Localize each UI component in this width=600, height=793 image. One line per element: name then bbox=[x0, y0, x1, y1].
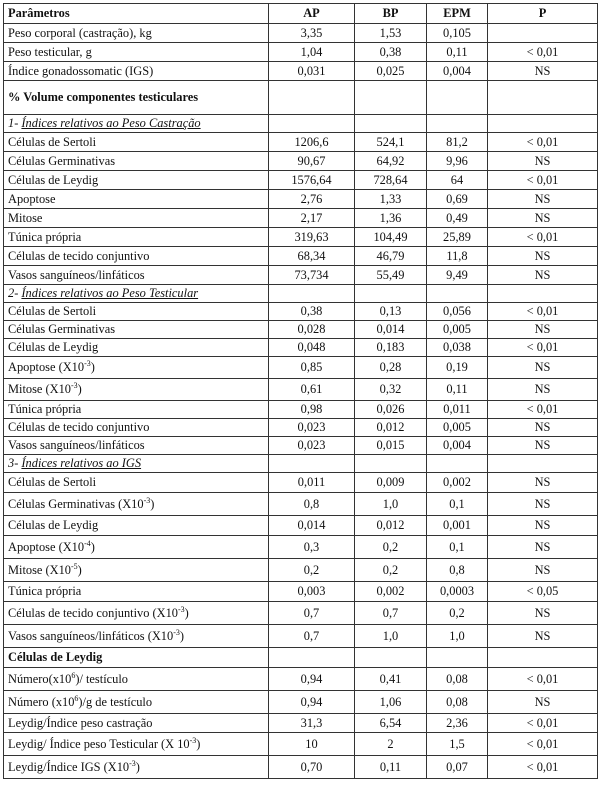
cell-bp: 0,7 bbox=[355, 602, 427, 625]
cell-bp: 46,79 bbox=[355, 247, 427, 266]
cell-bp: 0,026 bbox=[355, 401, 427, 419]
cell-ap: 0,2 bbox=[269, 559, 355, 582]
cell-ap: 2,76 bbox=[269, 190, 355, 209]
table-row bbox=[4, 714, 598, 733]
cell-p: NS bbox=[488, 190, 598, 209]
cell-bp: 1,0 bbox=[355, 625, 427, 648]
table-row bbox=[4, 339, 598, 357]
table-row bbox=[4, 62, 598, 81]
volume-title: % Volume componentes testiculares bbox=[4, 81, 269, 115]
row-label: Células de tecido conjuntivo bbox=[4, 419, 269, 437]
cell-bp: 0,41 bbox=[355, 668, 427, 691]
section-2-title-row bbox=[4, 285, 598, 303]
row-label: Células de Sertoli bbox=[4, 473, 269, 493]
section-3-body bbox=[4, 473, 598, 648]
section-2-title: 2- Índices relativos ao Peso Testicular bbox=[4, 285, 269, 303]
row-label: Vasos sanguíneos/linfáticos bbox=[4, 437, 269, 455]
header-param: Parâmetros bbox=[4, 4, 269, 24]
cell-p: NS bbox=[488, 321, 598, 339]
row-label: Células de Sertoli bbox=[4, 303, 269, 321]
cell-epm: 0,11 bbox=[427, 43, 488, 62]
cell-p: < 0,01 bbox=[488, 401, 598, 419]
cell-bp: 0,28 bbox=[355, 357, 427, 379]
cell-epm: 1,5 bbox=[427, 733, 488, 756]
cell-bp: 0,183 bbox=[355, 339, 427, 357]
cell-bp: 0,32 bbox=[355, 379, 427, 401]
cell-ap: 0,8 bbox=[269, 493, 355, 516]
cell-ap: 0,94 bbox=[269, 691, 355, 714]
cell-p: < 0,01 bbox=[488, 228, 598, 247]
cell-epm: 0,08 bbox=[427, 668, 488, 691]
cell-p: NS bbox=[488, 536, 598, 559]
cell-epm: 0,001 bbox=[427, 516, 488, 536]
cell-p: < 0,01 bbox=[488, 714, 598, 733]
table-row bbox=[4, 209, 598, 228]
row-label: Células de tecido conjuntivo bbox=[4, 247, 269, 266]
row-label: Túnica própria bbox=[4, 582, 269, 602]
row-label: Células de Sertoli bbox=[4, 133, 269, 152]
cell-epm: 2,36 bbox=[427, 714, 488, 733]
table-row bbox=[4, 536, 598, 559]
row-label: Mitose bbox=[4, 209, 269, 228]
section-1-title-row bbox=[4, 115, 598, 133]
cell-ap: 90,67 bbox=[269, 152, 355, 171]
volume-title-row bbox=[4, 81, 598, 115]
cell-p: NS bbox=[488, 691, 598, 714]
table-row bbox=[4, 691, 598, 714]
row-label: Túnica própria bbox=[4, 401, 269, 419]
row-label: Vasos sanguíneos/linfáticos $(X10^{-3})$ bbox=[4, 625, 269, 648]
cell-p: NS bbox=[488, 62, 598, 81]
cell-p: NS bbox=[488, 602, 598, 625]
table-row bbox=[4, 228, 598, 247]
cell-p: NS bbox=[488, 625, 598, 648]
header-p: P bbox=[488, 4, 598, 24]
table-row bbox=[4, 379, 598, 401]
section-2-body bbox=[4, 303, 598, 455]
cell-epm: 0,038 bbox=[427, 339, 488, 357]
table-row bbox=[4, 171, 598, 190]
cell-bp: 1,36 bbox=[355, 209, 427, 228]
cell-bp: 0,002 bbox=[355, 582, 427, 602]
table-row bbox=[4, 266, 598, 285]
row-label: Apoptose bbox=[4, 190, 269, 209]
cell-p: NS bbox=[488, 247, 598, 266]
cell-ap: 1,04 bbox=[269, 43, 355, 62]
cell-ap: 68,34 bbox=[269, 247, 355, 266]
cell-epm: 0,1 bbox=[427, 536, 488, 559]
header-ap: AP bbox=[269, 4, 355, 24]
section-1-title: 1- Índices relativos ao Peso Castração bbox=[4, 115, 269, 133]
row-label: Células de Leydig bbox=[4, 171, 269, 190]
cell-epm: 81,2 bbox=[427, 133, 488, 152]
row-label: Leydig/ Índice peso Testicular (X $10^{-3}$) bbox=[4, 733, 269, 756]
section-3-title: 3- Índices relativos ao IGS bbox=[4, 455, 269, 473]
cell-bp: 0,012 bbox=[355, 419, 427, 437]
row-label: Células Germinativas bbox=[4, 321, 269, 339]
cell-epm: 0,005 bbox=[427, 321, 488, 339]
cell-ap: 0,028 bbox=[269, 321, 355, 339]
cell-ap: 0,7 bbox=[269, 602, 355, 625]
section-1-body bbox=[4, 133, 598, 285]
cell-p: NS bbox=[488, 437, 598, 455]
cell-bp: 1,0 bbox=[355, 493, 427, 516]
cell-p: < 0,05 bbox=[488, 582, 598, 602]
cell-epm: 0,0003 bbox=[427, 582, 488, 602]
table-row bbox=[4, 602, 598, 625]
cell-p: < 0,01 bbox=[488, 339, 598, 357]
table-row bbox=[4, 559, 598, 582]
table-row bbox=[4, 24, 598, 43]
cell-bp: 524,1 bbox=[355, 133, 427, 152]
row-label: Células Germinativas $(X10^{-3})$ bbox=[4, 493, 269, 516]
cell-epm: 0,105 bbox=[427, 24, 488, 43]
section-3-title-row bbox=[4, 455, 598, 473]
cell-ap: 0,003 bbox=[269, 582, 355, 602]
cell-p: NS bbox=[488, 473, 598, 493]
cell-epm: 0,004 bbox=[427, 62, 488, 81]
header-epm: EPM bbox=[427, 4, 488, 24]
cell-p: NS bbox=[488, 209, 598, 228]
cell-bp: 104,49 bbox=[355, 228, 427, 247]
cell-bp: 0,014 bbox=[355, 321, 427, 339]
cell-p: NS bbox=[488, 266, 598, 285]
cell-epm: 0,002 bbox=[427, 473, 488, 493]
cell-epm: 9,96 bbox=[427, 152, 488, 171]
cell-ap: 0,38 bbox=[269, 303, 355, 321]
cell-ap: 3,35 bbox=[269, 24, 355, 43]
cell-ap: 0,023 bbox=[269, 437, 355, 455]
table-row bbox=[4, 473, 598, 493]
cell-epm: 0,11 bbox=[427, 379, 488, 401]
cell-bp: 0,009 bbox=[355, 473, 427, 493]
row-label: Células de Leydig bbox=[4, 339, 269, 357]
row-label: Apoptose $(X10^{-3})$ bbox=[4, 357, 269, 379]
cell-p: NS bbox=[488, 357, 598, 379]
table-row bbox=[4, 437, 598, 455]
cell-epm: 64 bbox=[427, 171, 488, 190]
cell-epm: 25,89 bbox=[427, 228, 488, 247]
table-row bbox=[4, 247, 598, 266]
cell-bp: 55,49 bbox=[355, 266, 427, 285]
cell-ap: 0,031 bbox=[269, 62, 355, 81]
leydig-title-row bbox=[4, 648, 598, 668]
row-label: Leydig/Índice IGS $(X10^{-3})$ bbox=[4, 756, 269, 779]
row-label: Túnica própria bbox=[4, 228, 269, 247]
table-row bbox=[4, 733, 598, 756]
results-table bbox=[3, 3, 598, 779]
cell-epm: 0,19 bbox=[427, 357, 488, 379]
cell-bp: 0,2 bbox=[355, 536, 427, 559]
table-row bbox=[4, 321, 598, 339]
cell-ap: 0,94 bbox=[269, 668, 355, 691]
table-row bbox=[4, 357, 598, 379]
table-row bbox=[4, 303, 598, 321]
cell-ap: 1206,6 bbox=[269, 133, 355, 152]
leydig-body bbox=[4, 668, 598, 779]
cell-ap: 0,3 bbox=[269, 536, 355, 559]
cell-p: NS bbox=[488, 152, 598, 171]
cell-ap: 2,17 bbox=[269, 209, 355, 228]
cell-bp: 728,64 bbox=[355, 171, 427, 190]
table-row bbox=[4, 152, 598, 171]
cell-ap: 73,734 bbox=[269, 266, 355, 285]
cell-epm: 0,69 bbox=[427, 190, 488, 209]
cell-ap: 0,014 bbox=[269, 516, 355, 536]
leydig-title: Células de Leydig bbox=[4, 648, 269, 668]
cell-ap: 0,70 bbox=[269, 756, 355, 779]
cell-bp: 0,2 bbox=[355, 559, 427, 582]
row-label: Vasos sanguíneos/linfáticos bbox=[4, 266, 269, 285]
cell-bp: 1,33 bbox=[355, 190, 427, 209]
cell-p: < 0,01 bbox=[488, 133, 598, 152]
cell-bp: 6,54 bbox=[355, 714, 427, 733]
cell-bp: 0,015 bbox=[355, 437, 427, 455]
cell-p: < 0,01 bbox=[488, 668, 598, 691]
cell-bp: 64,92 bbox=[355, 152, 427, 171]
cell-epm: 0,011 bbox=[427, 401, 488, 419]
header-row bbox=[4, 4, 598, 24]
cell-bp: 0,38 bbox=[355, 43, 427, 62]
cell-p: NS bbox=[488, 419, 598, 437]
row-label: Peso corporal (castração), kg bbox=[4, 24, 269, 43]
cell-ap: 319,63 bbox=[269, 228, 355, 247]
cell-bp: 2 bbox=[355, 733, 427, 756]
cell-bp: 1,06 bbox=[355, 691, 427, 714]
row-label: Apoptose $(X10^{-4})$ bbox=[4, 536, 269, 559]
cell-p bbox=[488, 24, 598, 43]
table-row bbox=[4, 668, 598, 691]
cell-p: NS bbox=[488, 379, 598, 401]
cell-ap: 0,023 bbox=[269, 419, 355, 437]
cell-epm: 0,49 bbox=[427, 209, 488, 228]
cell-p: < 0,01 bbox=[488, 303, 598, 321]
cell-p: < 0,01 bbox=[488, 171, 598, 190]
table-row bbox=[4, 401, 598, 419]
table-row bbox=[4, 756, 598, 779]
cell-bp: 0,11 bbox=[355, 756, 427, 779]
cell-p: NS bbox=[488, 516, 598, 536]
cell-ap: 0,98 bbox=[269, 401, 355, 419]
row-label: Células de Leydig bbox=[4, 516, 269, 536]
cell-p: NS bbox=[488, 559, 598, 582]
table-row bbox=[4, 133, 598, 152]
cell-bp: 0,025 bbox=[355, 62, 427, 81]
row-label: Mitose $(X10^{-5})$ bbox=[4, 559, 269, 582]
row-label: Mitose $(X10^{-3})$ bbox=[4, 379, 269, 401]
cell-p: < 0,01 bbox=[488, 733, 598, 756]
cell-epm: 0,1 bbox=[427, 493, 488, 516]
cell-p: NS bbox=[488, 493, 598, 516]
table-row bbox=[4, 493, 598, 516]
cell-ap: 1576,64 bbox=[269, 171, 355, 190]
row-label: Peso testicular, g bbox=[4, 43, 269, 62]
table-row bbox=[4, 419, 598, 437]
cell-epm: 0,004 bbox=[427, 437, 488, 455]
row-label: Células Germinativas bbox=[4, 152, 269, 171]
row-label: Número $(x10^6)/g$ de testículo bbox=[4, 691, 269, 714]
cell-epm: 0,08 bbox=[427, 691, 488, 714]
row-label: Leydig/Índice peso castração bbox=[4, 714, 269, 733]
cell-epm: 0,2 bbox=[427, 602, 488, 625]
cell-ap: 31,3 bbox=[269, 714, 355, 733]
cell-epm: 9,49 bbox=[427, 266, 488, 285]
cell-epm: 1,0 bbox=[427, 625, 488, 648]
cell-ap: 0,048 bbox=[269, 339, 355, 357]
table-row bbox=[4, 516, 598, 536]
cell-ap: 10 bbox=[269, 733, 355, 756]
row-label: $Número(x10^6)/$ testículo bbox=[4, 668, 269, 691]
cell-ap: 0,011 bbox=[269, 473, 355, 493]
cell-ap: 0,7 bbox=[269, 625, 355, 648]
cell-bp: 0,13 bbox=[355, 303, 427, 321]
cell-p: < 0,01 bbox=[488, 43, 598, 62]
cell-bp: 0,012 bbox=[355, 516, 427, 536]
header-bp: BP bbox=[355, 4, 427, 24]
cell-epm: 0,056 bbox=[427, 303, 488, 321]
cell-p: < 0,01 bbox=[488, 756, 598, 779]
table-row bbox=[4, 43, 598, 62]
table-row bbox=[4, 625, 598, 648]
cell-epm: 0,005 bbox=[427, 419, 488, 437]
cell-ap: 0,61 bbox=[269, 379, 355, 401]
cell-ap: 0,85 bbox=[269, 357, 355, 379]
row-label: Índice gonadossomatic (IGS) bbox=[4, 62, 269, 81]
table-row bbox=[4, 582, 598, 602]
cell-epm: 0,8 bbox=[427, 559, 488, 582]
row-label: Células de tecido conjuntivo $(X10^{-3})$ bbox=[4, 602, 269, 625]
cell-bp: 1,53 bbox=[355, 24, 427, 43]
cell-epm: 11,8 bbox=[427, 247, 488, 266]
cell-epm: 0,07 bbox=[427, 756, 488, 779]
table-row bbox=[4, 190, 598, 209]
